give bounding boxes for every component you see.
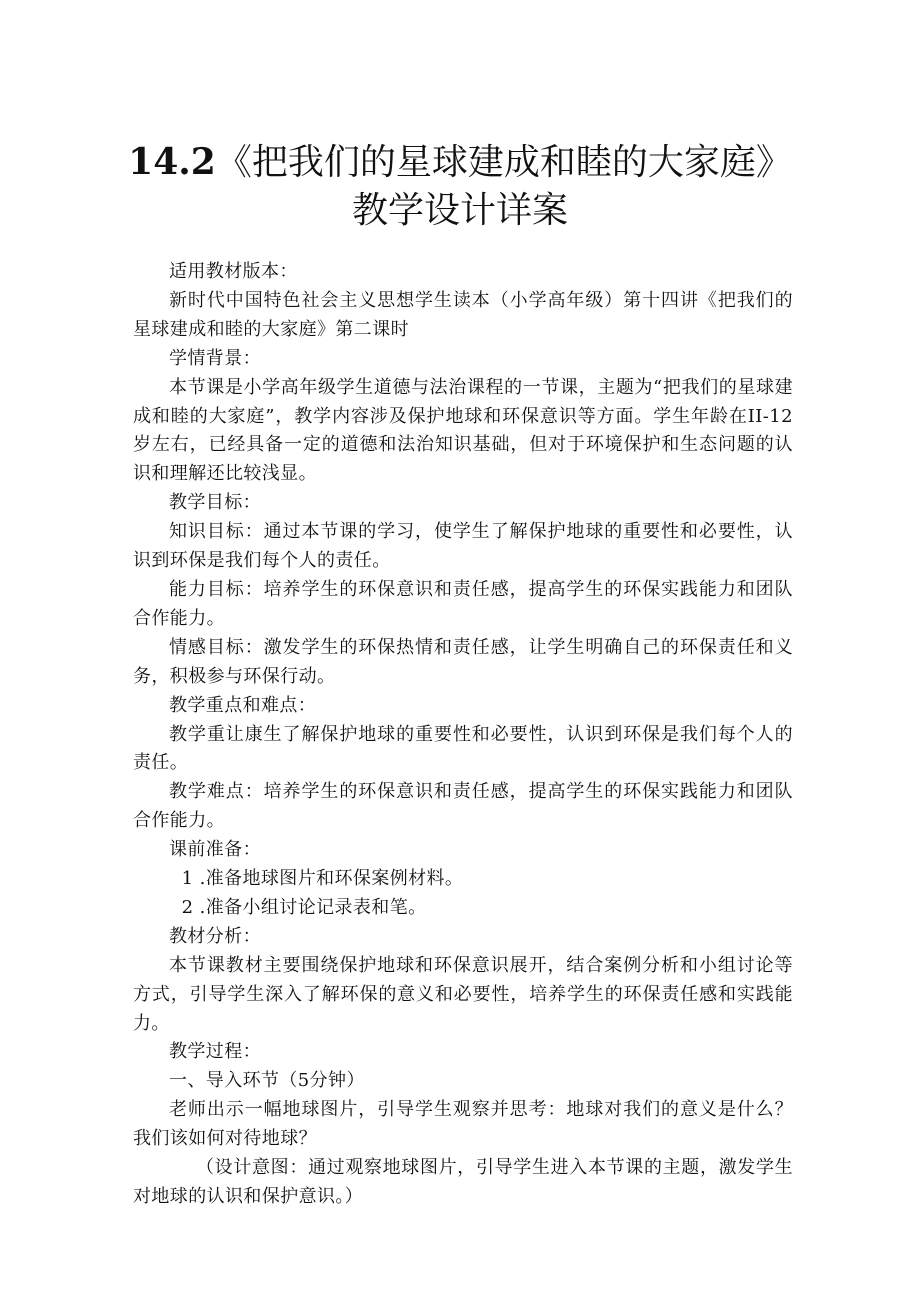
heading-material-analysis: 教材分析： [169, 925, 261, 947]
document-title [120, 138, 800, 235]
heading-preparation: 课前准备： [169, 839, 261, 861]
paragraph-intro-activity: 老师出示一幅地球图片，引导学生观察并思考：地球对我们的意义是什么？我们该如何对待地球？ [133, 1099, 793, 1150]
list-item-preparation-2: 2 .准备小组讨论记录表和笔。 [181, 896, 427, 918]
paragraph-student-background: 本节课是小学高年级学生道德与法治课程的一节课，主题为“把我们的星球建成和睦的大家庭”，教学内容涉及保护地球和环保意识等方面。学生年龄在II-12岁左右，已经具备一定的道德和法治知识基础，但对于环境保护和生态问题的认识和理解还比较浅显。 [133, 376, 793, 485]
paragraph-design-intent: （设计意图：通过观察地球图片，引导学生进入本节课的主题，激发学生对地球的认识和保护意识。） [133, 1157, 793, 1207]
paragraph-key-point: 教学重让康生了解保护地球的重要性和必要性，认识到环保是我们每个人的责任。 [133, 723, 793, 774]
heading-student-background: 学情背景： [169, 347, 261, 369]
document-body [133, 258, 793, 1212]
heading-textbook-version: 适用教材版本： [169, 261, 298, 282]
heading-key-points: 教学重点和难点： [169, 694, 317, 716]
paragraph-knowledge-goal: 知识目标：通过本节课的学习，使学生了解保护地球的重要性和必要性，认识到环保是我们每个人的责任。 [133, 521, 793, 572]
paragraph-emotion-goal: 情感目标：激发学生的环保热情和责任感，让学生明确自己的环保责任和义务，积极参与环保行动。 [133, 636, 793, 687]
list-item-preparation-1: 1 .准备地球图片和环保案例材料。 [181, 868, 464, 890]
title-text: 《把我们的星球建成和睦的大家庭》教学设计详案 [215, 142, 792, 231]
paragraph-material-analysis: 本节课教材主要围绕保护地球和环保意识展开，结合案例分析和小组讨论等方式，引导学生深入了解环保的意义和必要性，培养学生的环保责任感和实践能力。 [133, 954, 793, 1034]
heading-teaching-goals: 教学目标： [169, 492, 261, 514]
heading-teaching-process: 教学过程： [169, 1041, 261, 1063]
paragraph-ability-goal: 能力目标：培养学生的环保意识和责任感，提高学生的环保实践能力和团队合作能力。 [133, 578, 793, 629]
paragraph-difficult-point: 教学难点：培养学生的环保意识和责任感，提高学生的环保实践能力和团队合作能力。 [133, 781, 793, 832]
title-number: 14.2 [128, 141, 216, 183]
heading-intro-section: 一、导入环节（5分钟） [169, 1070, 365, 1092]
paragraph-textbook-version: 新时代中国特色社会主义思想学生读本（小学高年级）第十四讲《把我们的星球建成和睦的大家庭》第二课时 [133, 289, 793, 340]
